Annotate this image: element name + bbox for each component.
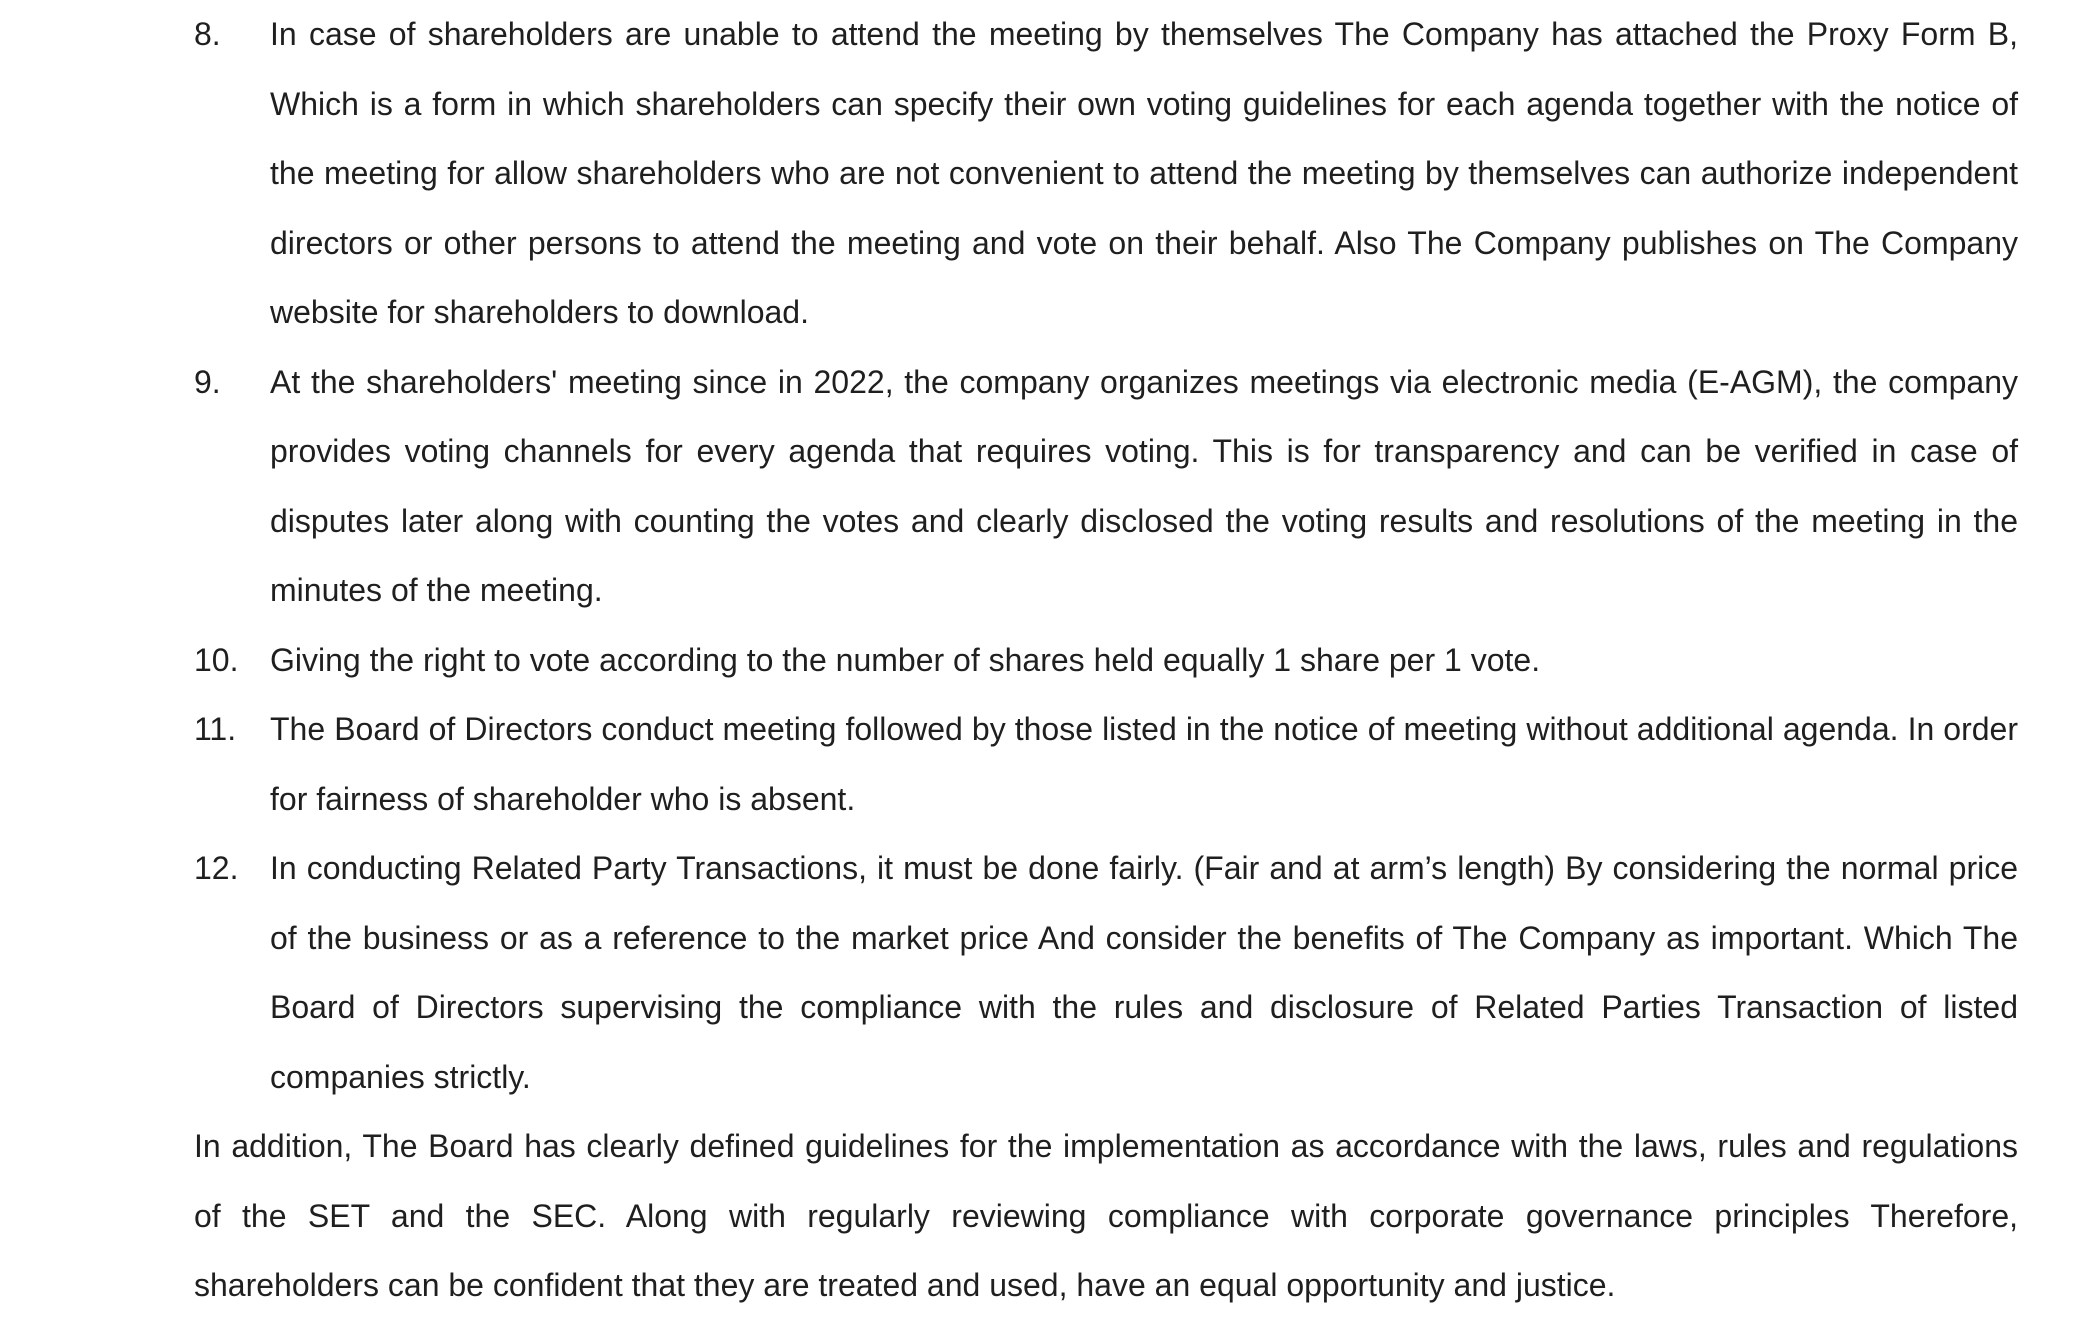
list-item (194, 695, 2018, 834)
document-page (194, 0, 2018, 1321)
list-item-text: In case of shareholders are unable to attend the meeting by themselves The Company has attached the Proxy Form B, Which is a form in which shareholders can specify their own voting guidelines for each agenda together with the notice of the meeting for allow shareholders who are not convenient to attend the meeting by themselves can authorize independent directors or other persons to attend the meeting and vote on their behalf. Also The Company publishes on The Company website for shareholders to download. (270, 16, 2018, 330)
list-item-number: 11. (194, 711, 237, 747)
list-item (194, 0, 2018, 348)
list-item (194, 348, 2018, 626)
list-item-text: In conducting Related Party Transactions, it must be done fairly. (Fair and at arm’s length) By considering the normal price of the business or as a reference to the market price And consider the benefits of The Company as important. Which The Board of Directors supervising the compliance with the rules and disclosure of Related Parties Transaction of listed companies strictly. (270, 850, 2018, 1095)
list-item (194, 626, 2018, 696)
list-item-text: At the shareholders' meeting since in 2022, the company organizes meetings via electronic media (E-AGM), the company provides voting channels for every agenda that requires voting. This is for transparency and can be verified in case of disputes later along with counting the votes and clearly disclosed the voting results and resolutions of the meeting in the minutes of the meeting. (270, 363, 2018, 608)
list-item (194, 834, 2018, 1112)
list-item-number: 12. (194, 850, 239, 886)
closing-paragraph: In addition, The Board has clearly defined guidelines for the implementation as accordance with the laws, rules and regulations of the SET and the SEC. Along with regularly reviewing compliance with corporate governance principles Therefore, shareholders can be confident that they are treated and used, have an equal opportunity and justice. (194, 1128, 2018, 1303)
list-item-number: 10. (194, 641, 239, 678)
list-item-number: 8. (194, 16, 221, 52)
list-item-text: The Board of Directors conduct meeting followed by those listed in the notice of meeting without additional agenda. In order for fairness of shareholder who is absent. (270, 711, 2018, 817)
list-item-text: Giving the right to vote according to the number of shares held equally 1 share per 1 vote. (270, 641, 1541, 678)
list-item-number: 9. (194, 363, 221, 400)
